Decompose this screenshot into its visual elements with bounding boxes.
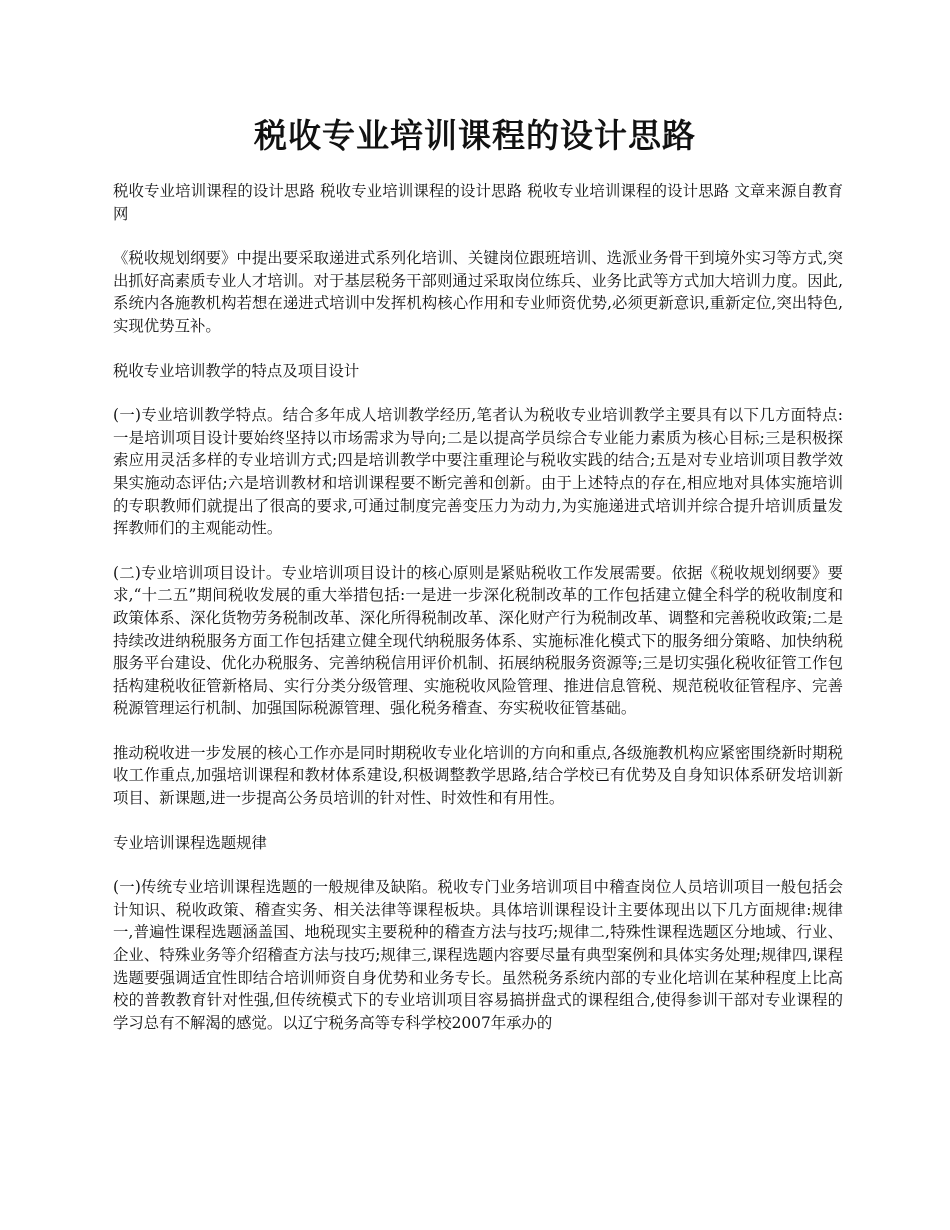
- paragraph-source-line: 税收专业培训课程的设计思路 税收专业培训课程的设计思路 税收专业培训课程的设计思路 文章来源自教育网: [113, 182, 843, 223]
- document-body: [113, 180, 843, 1056]
- paragraph-teaching-features: (一)专业培训教学特点。结合多年成人培训教学经历,笔者认为税收专业培训教学主要具有以下几方面特点:一是培训项目设计要始终坚持以市场需求为导向;二是以提高学员综合专业能力素质为核心目标;三是积极探索应用灵活多样的专业培训方式;四是培训教学中要注重理论与税收实践的结合;五是对专业培训项目教学效果实施动态评估;六是培训教材和培训课程要不断完善和创新。由于上述特点的存在,相应地对具体实施培训的专职教师们就提出了很高的要求,可通过制度完善变压力为动力,为实施递进式培训并综合提升培训质量发挥教师们的主观能动性。: [113, 406, 843, 538]
- paragraph-core-work: 推动税收进一步发展的核心工作亦是同时期税收专业化培训的方向和重点,各级施教机构应紧密围绕新时期税收工作重点,加强培训课程和教材体系建设,积极调整教学思路,结合学校已有优势及自身知识体系研发培训新项目、新课题,进一步提高公务员培训的针对性、时效性和有用性。: [113, 743, 843, 808]
- document-title: 税收专业培训课程的设计思路: [254, 116, 696, 155]
- section-heading-features: 税收专业培训教学的特点及项目设计: [113, 361, 360, 380]
- paragraph-intro: 《税收规划纲要》中提出要采取递进式系列化培训、关键岗位跟班培训、选派业务骨干到境外实习等方式,突出抓好高素质专业人才培训。对于基层税务干部则通过采取岗位练兵、业务比武等方式加大培训力度。因此,系统内各施教机构若想在递进式培训中发挥机构核心作用和专业师资优势,必须更新意识,重新定位,突出特色,实现优势互补。: [113, 249, 843, 335]
- paragraph-project-design: (二)专业培训项目设计。专业培训项目设计的核心原则是紧贴税收工作发展需要。依据《税收规划纲要》要求,“十二五”期间税收发展的重大举措包括:一是进一步深化税制改革的工作包括建立健全科学的税收制度和政策体系、深化货物劳务税制改革、深化所得税制改革、深化财产行为税制改革、调整和完善税收政策;二是持续改进纳税服务方面工作包括建立健全现代纳税服务体系、实施标准化模式下的服务细分策略、加快纳税服务平台建设、优化办税服务、完善纳税信用评价机制、拓展纳税服务资源等;三是切实强化税收征管工作包括构建税收征管新格局、实行分类分级管理、实施税收风险管理、推进信息管税、规范税收征管程序、完善税源管理运行机制、加强国际税源管理、强化税务稽查、夯实税收征管基础。: [113, 563, 843, 718]
- paragraph-traditional-rules: (一)传统专业培训课程选题的一般规律及缺陷。税收专门业务培训项目中稽查岗位人员培训项目一般包括会计知识、税收政策、稽查实务、相关法律等课程板块。具体培训课程设计主要体现出以下几方面规律:规律一,普遍性课程选题涵盖国、地税现实主要税种的稽查方法与技巧;规律二,特殊性课程选题区分地域、行业、企业、特殊业务等介绍稽查方法与技巧;规律三,课程选题内容要尽量有典型案例和具体实务处理;规律四,课程选题要强调适宜性即结合培训师资自身优势和业务专长。虽然税务系统内部的专业化培训在某种程度上比高校的普教教育针对性强,但传统模式下的专业培训项目容易搞拼盘式的课程组合,使得参训干部对专业课程的学习总有不解渴的感觉。以辽宁税务高等专科学校2007年承办的: [113, 878, 843, 1032]
- section-heading-topic-rules: 专业培训课程选题规律: [113, 833, 267, 852]
